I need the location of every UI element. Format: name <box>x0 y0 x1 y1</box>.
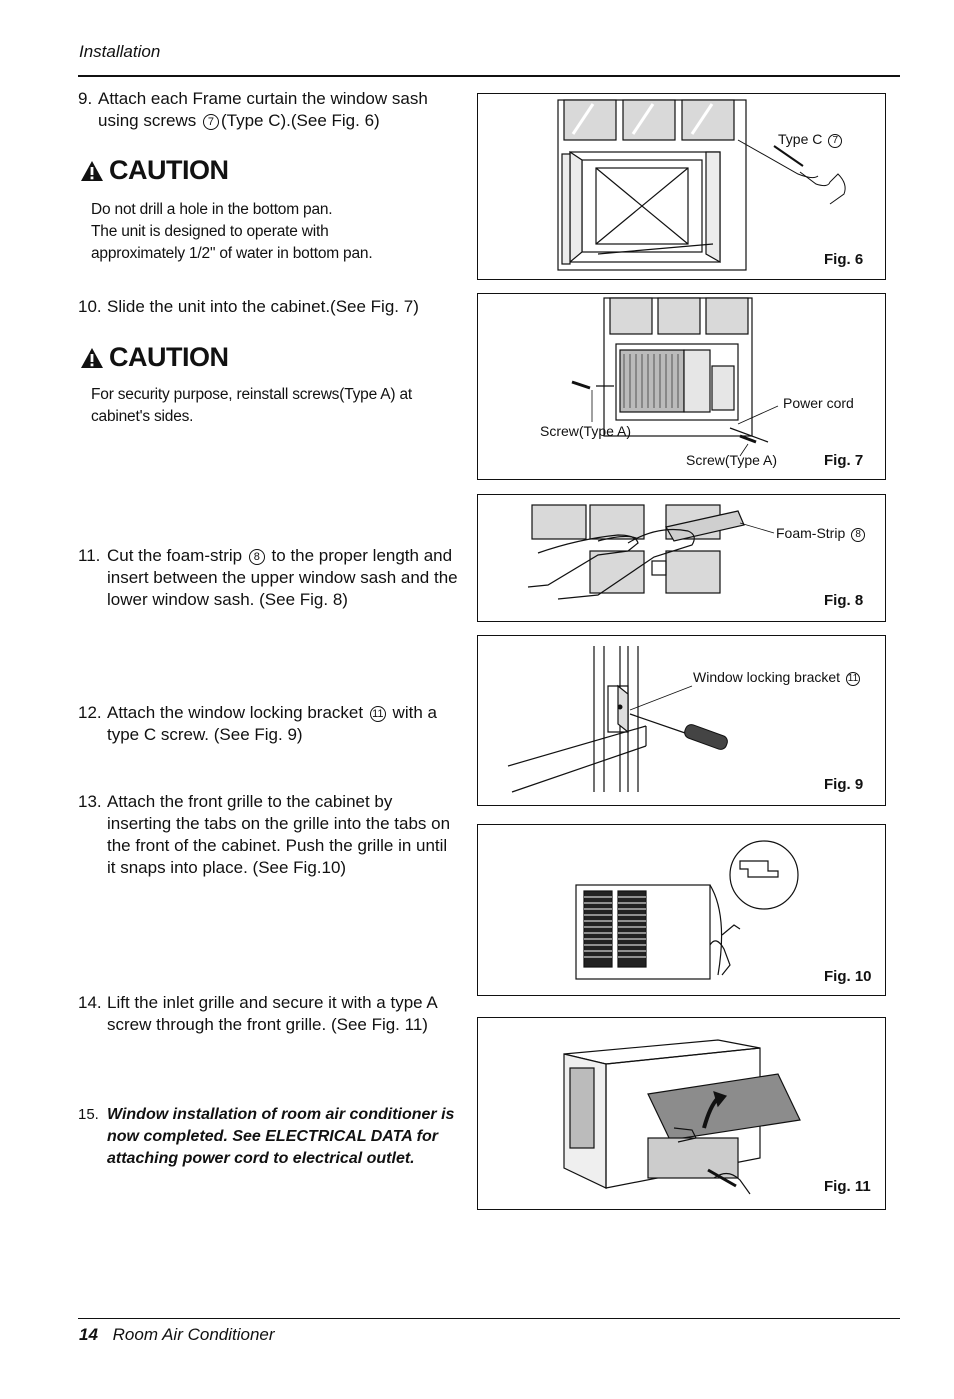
step-15 <box>78 1104 463 1170</box>
step-12 <box>78 702 458 746</box>
step-number: 9. <box>78 89 93 108</box>
figure-9 <box>477 635 886 806</box>
step-text: Attach the front grille to the cabinet by inserting the tabs on the grille into the tabs on the front of the cabinet. Push the grille in until it snaps into place. (See Fig.10) <box>107 792 451 877</box>
figure-label: Fig. 6 <box>824 251 864 268</box>
caution-title: CAUTION <box>109 342 229 372</box>
footer-title: Room Air Conditioner <box>112 1325 275 1344</box>
caution-line: approximately 1/2" of water in bottom pan. <box>91 245 373 262</box>
ref-number: 7 <box>203 114 219 130</box>
ref-number: 8 <box>851 528 865 542</box>
page-number: 14 <box>79 1325 98 1344</box>
ref-number: 7 <box>828 134 842 148</box>
caution-heading <box>80 342 229 373</box>
figure-11 <box>477 1017 886 1210</box>
callout-power-cord: Power cord <box>783 395 854 411</box>
step-text: (Type C).(See Fig. 6) <box>220 111 380 130</box>
callout-text: Window locking bracket <box>693 669 841 685</box>
section-header: Installation <box>79 42 161 61</box>
step-text: Attach the window locking bracket <box>107 703 368 722</box>
caution-line: For security purpose, reinstall screws(Type A) at <box>91 386 412 403</box>
step-text: Slide the unit into the cabinet.(See Fig. 7) <box>107 297 419 316</box>
callout-text: Type C <box>778 131 823 147</box>
callout-screw-right: Screw(Type A) <box>686 452 778 468</box>
ref-number: 11 <box>370 706 386 722</box>
step-text: to the proper length and insert between the upper window sash and the lower window sash. (See Fig. 8) <box>107 546 458 609</box>
warning-icon <box>80 347 104 369</box>
step-9 <box>78 88 468 132</box>
step-10 <box>78 296 468 318</box>
ref-number: 8 <box>249 549 265 565</box>
caution-text <box>91 384 471 428</box>
warning-icon <box>80 160 104 182</box>
callout-foam-strip <box>776 525 867 542</box>
step-13 <box>78 791 458 879</box>
caution-heading <box>80 155 229 186</box>
caution-line: The unit is designed to operate with <box>91 223 329 240</box>
caution-title: CAUTION <box>109 155 229 185</box>
step-number: 11. <box>78 546 101 565</box>
callout-type-c <box>778 131 844 148</box>
step-number: 15. <box>78 1106 99 1123</box>
step-text: Cut the foam-strip <box>107 546 247 565</box>
figure-8 <box>477 494 886 622</box>
footer-rule <box>78 1318 900 1319</box>
ref-number: 11 <box>847 673 859 684</box>
step-number: 13. <box>78 792 102 811</box>
callout-window-locking-bracket <box>693 669 862 686</box>
figure-7 <box>477 293 886 480</box>
step-text: Attach each Frame curtain the window sash using screws <box>98 89 428 130</box>
caution-line: cabinet's sides. <box>91 408 194 425</box>
step-number: 12. <box>78 703 102 722</box>
figure-10 <box>477 824 886 996</box>
figure-label: Fig. 11 <box>824 1178 871 1195</box>
step-number: 10. <box>78 297 102 316</box>
step-14 <box>78 992 463 1036</box>
step-text: Lift the inlet grille and secure it with a type A screw through the front grille. (See Fig. 11) <box>107 993 437 1034</box>
callout-text: Foam-Strip <box>776 525 846 541</box>
figure-6 <box>477 93 886 280</box>
header-rule <box>78 75 900 77</box>
figure-label: Fig. 9 <box>824 776 864 793</box>
figure-label: Fig. 7 <box>824 452 864 469</box>
step-text: with a type C screw. (See Fig. 9) <box>107 703 437 744</box>
step-11 <box>78 545 458 611</box>
page-footer <box>79 1325 275 1345</box>
callout-screw-left: Screw(Type A) <box>540 423 632 439</box>
figure-label: Fig. 10 <box>824 968 872 985</box>
figure-label: Fig. 8 <box>824 592 864 609</box>
step-text: Window installation of room air conditioner is now completed. See ELECTRICAL DATA for attaching power cord to electrical outlet. <box>107 1106 455 1167</box>
caution-line: Do not drill a hole in the bottom pan. <box>91 201 333 218</box>
step-number: 14. <box>78 993 102 1012</box>
caution-text <box>91 199 471 265</box>
